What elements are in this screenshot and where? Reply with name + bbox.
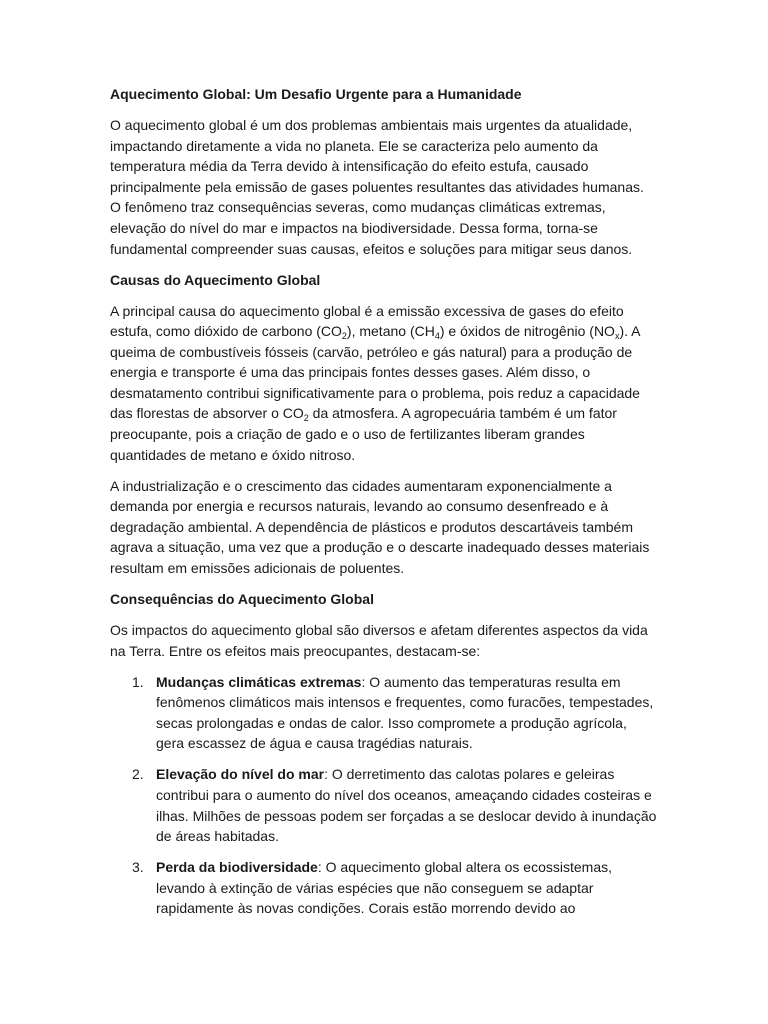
document-page — [110, 84, 658, 929]
list-item — [110, 857, 658, 919]
co2-subscript-2: 2 — [303, 413, 309, 424]
causes-text-4: ). A queima de combustíveis fósseis (carvão, petróleo e gás natural) para a produção de energia e transporte é uma das principais fontes desses gases. Além disso, o desmatamento contribui significativamente para o problema, pois reduz a capacidade das florestas de absorver o CO — [110, 323, 640, 422]
causes-heading: Causas do Aquecimento Global — [110, 271, 321, 288]
consequences-intro: Os impactos do aquecimento global são diversos e afetam diferentes aspectos da vida na Terra. Entre os efeitos mais preocupantes, destacam-se: — [110, 622, 648, 659]
causes-paragraph-1 — [110, 301, 658, 466]
list-item — [110, 764, 658, 846]
consequences-heading: Consequências do Aquecimento Global — [110, 591, 374, 608]
causes-text-3: ) e óxidos de nitrogênio (NO — [439, 323, 615, 340]
causes-paragraph-2: A industrialização e o crescimento das cidades aumentaram exponencialmente a demanda por energia e recursos naturais, levando ao consumo desenfreado e à degradação ambiental. A dependência de plásticos e produtos descartáveis também agrava a situação, uma vez que a produção e o descarte inadequado desses materiais resultam em emissões adicionais de poluentes. — [110, 477, 650, 577]
causes-text-2: ), metano (CH — [346, 323, 435, 340]
list-item — [110, 672, 658, 754]
nox-subscript: x — [614, 331, 620, 342]
list-item-term: Elevação do nível do mar — [156, 766, 325, 783]
list-item-text: : O derretimento das calotas polares e geleiras contribui para o aumento do nível dos oceanos, ameaçando cidades costeiras e ilhas. Milhões de pessoas podem ser forçadas a se deslocar devido à inundação de áreas habitadas. — [156, 766, 657, 845]
list-item-text: : O aumento das temperaturas resulta em fenômenos climáticos mais intensos e frequentes, como furacões, tempestades, secas prolongadas e ondas de calor. Isso compromete a produção agrícola, gera escassez de água e causa tragédias naturais. — [156, 673, 654, 752]
list-item-term: Perda da biodiversidade — [156, 859, 318, 876]
list-item-number: 2. — [132, 766, 144, 783]
document-title: Aquecimento Global: Um Desafio Urgente para a Humanidade — [110, 86, 522, 102]
list-item-text: : O aquecimento global altera os ecossistemas, levando à extinção de várias espécies que não conseguem se adaptar rapidamente às novas condições. Corais estão morrendo devido ao — [156, 859, 612, 917]
list-item-number: 3. — [132, 859, 144, 876]
causes-text-1: A principal causa do aquecimento global é a emissão excessiva de gases do efeito estufa, como dióxido de carbono (CO — [110, 302, 624, 340]
list-item-term: Mudanças climáticas extremas — [156, 673, 362, 690]
ch4-subscript: 4 — [434, 331, 440, 342]
list-item-number: 1. — [132, 673, 144, 690]
intro-paragraph: O aquecimento global é um dos problemas ambientais mais urgentes da atualidade, impactando diretamente a vida no planeta. Ele se caracteriza pelo aumento da temperatura média da Terra devido à intensificação do efeito estufa, causado principalmente pela emissão de gases poluentes resultantes das atividades humanas. O fenômeno traz consequências severas, como mudanças climáticas extremas, elevação do nível do mar e impactos na biodiversidade. Dessa forma, torna-se fundamental compreender suas causas, efeitos e soluções para mitigar seus danos. — [110, 116, 644, 257]
co2-subscript: 2 — [341, 331, 347, 342]
causes-text-5: da atmosfera. A agropecuária também é um fator preocupante, pois a criação de gado e o uso de fertilizantes liberam grandes quantidades de metano e óxido nitroso. — [110, 405, 617, 463]
consequences-list — [110, 672, 658, 919]
